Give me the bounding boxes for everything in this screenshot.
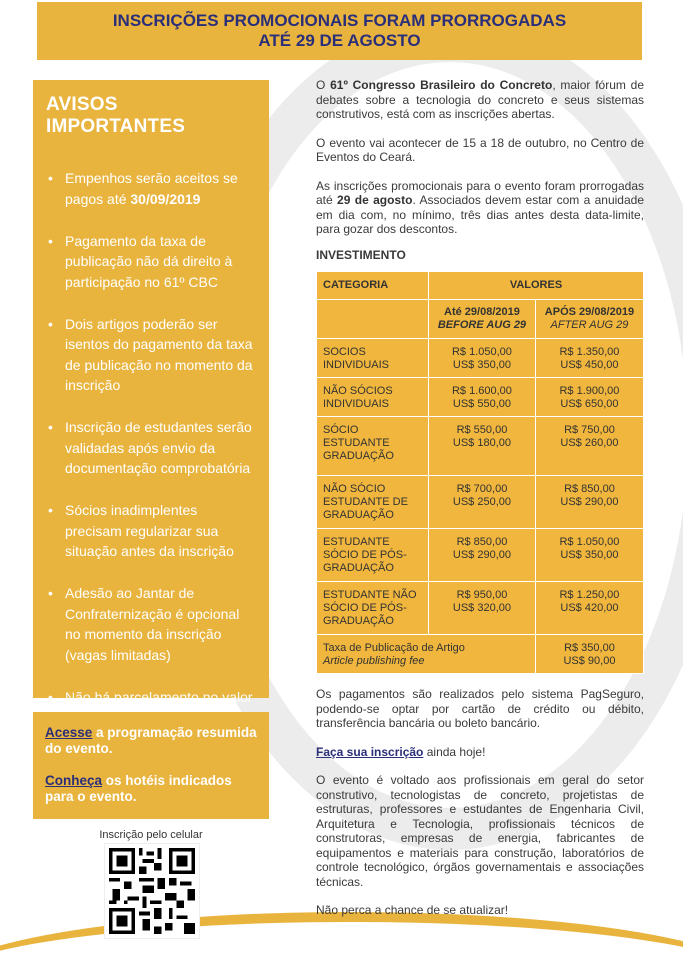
banner-line-2: ATÉ 29 DE AGOSTO bbox=[258, 31, 421, 50]
venue-paragraph: O evento vai acontecer de 15 a 18 de outubro, no Centro de Eventos do Ceará. bbox=[316, 135, 644, 164]
qr-code-icon bbox=[105, 844, 199, 938]
list-item: • Pagamento da taxa de publicação não dá direito à participação no 61º CBC bbox=[48, 232, 233, 290]
register-paragraph: Faça sua inscrição ainda hoje! bbox=[316, 744, 486, 759]
register-link[interactable]: Faça sua inscrição bbox=[316, 744, 424, 759]
qr-label: Inscrição pelo celular bbox=[99, 829, 203, 841]
list-item: • Dois artigos poderão ser isentos do pagamento da taxa de publicação no momento da inscrição bbox=[48, 315, 253, 393]
empty-cell bbox=[317, 300, 429, 339]
table-row: ESTUDANTE NÃO SÓCIO DE PÓS-GRADUAÇÃO R$ 950,00 US$ 320,00 R$ 1.250,00 US$ 420,00 bbox=[317, 582, 644, 635]
table-row: ESTUDANTE SÓCIO DE PÓS-GRADUAÇÃO R$ 850,00 US$ 290,00 R$ 1.050,00 US$ 350,00 bbox=[317, 529, 644, 582]
acesse-link[interactable]: Acesse bbox=[45, 725, 93, 740]
qr-code[interactable] bbox=[104, 843, 200, 939]
list-item: • Não há parcelamento no valor bbox=[46, 687, 257, 728]
main-content bbox=[316, 78, 644, 932]
price-table bbox=[316, 271, 644, 674]
banner-line-1: INSCRIÇÕES PROMOCIONAIS FORAM PRORROGADAS bbox=[112, 11, 567, 30]
programacao-line: Acesse a programação resumida do evento. bbox=[45, 725, 257, 756]
bullet-icon: • bbox=[48, 419, 53, 435]
bullet-icon: • bbox=[48, 315, 53, 332]
table-row: NÃO SÓCIOS INDIVIDUAIS R$ 1.600,00 US$ 550,00 R$ 1.900,00 US$ 650,00 bbox=[317, 378, 644, 417]
table-row: SÓCIO ESTUDANTE GRADUAÇÃO R$ 550,00 US$ 180,00 R$ 750,00 US$ 260,00 bbox=[317, 417, 644, 476]
avisos-title: AVISOS IMPORTANTES bbox=[46, 94, 186, 137]
audience-paragraph: O evento é voltado aos profissionais em geral do setor construtivo, tecnologistas de concreto, projetistas de estruturas, professores e estudantes de Engenharia Civil, Arquitetura e Tecnologia, profissionais técnicos de construtoras, empresas de energia, fabricantes de equipamentos e materiais para construção, laboratórios de controle tecnológico, órgãos governamentais e associações técnicas. bbox=[316, 773, 644, 889]
header-banner bbox=[37, 2, 642, 60]
links-panel bbox=[33, 712, 269, 819]
bullet-icon: • bbox=[48, 502, 53, 518]
table-row: NÃO SÓCIO ESTUDANTE DE GRADUAÇÃO R$ 700,00 US$ 250,00 R$ 850,00 US$ 290,00 bbox=[317, 476, 644, 529]
invest-title: INVESTIMENTO bbox=[316, 247, 406, 262]
header-valores: VALORES bbox=[429, 272, 644, 300]
bullet-icon: • bbox=[48, 232, 53, 249]
col-before: Até 29/08/2019 BEFORE AUG 29 bbox=[429, 300, 536, 339]
hoteis-line: Conheça os hotéis indicados para o evento. bbox=[45, 773, 232, 804]
bullet-icon: • bbox=[48, 585, 53, 601]
col-after: APÓS 29/08/2019 AFTER AUG 29 bbox=[535, 300, 643, 339]
bullet-icon: • bbox=[48, 170, 53, 186]
list-item: • Empenhos serão aceitos se pagos até 30/09/2019 bbox=[48, 170, 238, 207]
deadline-paragraph: As inscrições promocionais para o evento foram prorrogadas até 29 de agosto. Associados devem estar com a anuidade em dia com, no mínimo, três dias antes desta data-limite, para gozar dos descontos. bbox=[316, 178, 645, 236]
header-categoria: CATEGORIA bbox=[317, 272, 429, 300]
closing-paragraph: Não perca a chance de se atualizar! bbox=[316, 903, 509, 917]
avisos-panel bbox=[33, 80, 269, 705]
list-item: • Sócios inadimplentes precisam regularizar sua situação antes da inscrição bbox=[48, 502, 234, 559]
table-row: SOCIOS INDIVIDUAIS R$ 1.050,00 US$ 350,00 R$ 1.350,00 US$ 450,00 bbox=[317, 339, 644, 378]
conheca-link[interactable]: Conheça bbox=[45, 773, 103, 788]
table-row-fee: Taxa de Publicação de Artigo Article publishing fee R$ 350,00 US$ 90,00 bbox=[317, 635, 644, 674]
bullet-icon: • bbox=[48, 688, 53, 705]
avisos-list bbox=[46, 168, 257, 728]
intro-paragraph: O 61º Congresso Brasileiro do Concreto, maior fórum de debates sobre a tecnologia do concreto e seus sistemas construtivos, está com as inscrições abertas. bbox=[316, 78, 644, 121]
payment-paragraph: Os pagamentos são realizados pelo sistema PagSeguro, podendo-se optar por cartão de crédito ou débito, transferência bancária ou boleto bancário. bbox=[316, 687, 644, 730]
list-item: • Inscrição de estudantes serão validadas após envio da documentação comprobatória bbox=[48, 419, 252, 476]
list-item: • Adesão ao Jantar de Confraternização é opcional no momento da inscrição (vagas limitadas) bbox=[48, 585, 240, 663]
